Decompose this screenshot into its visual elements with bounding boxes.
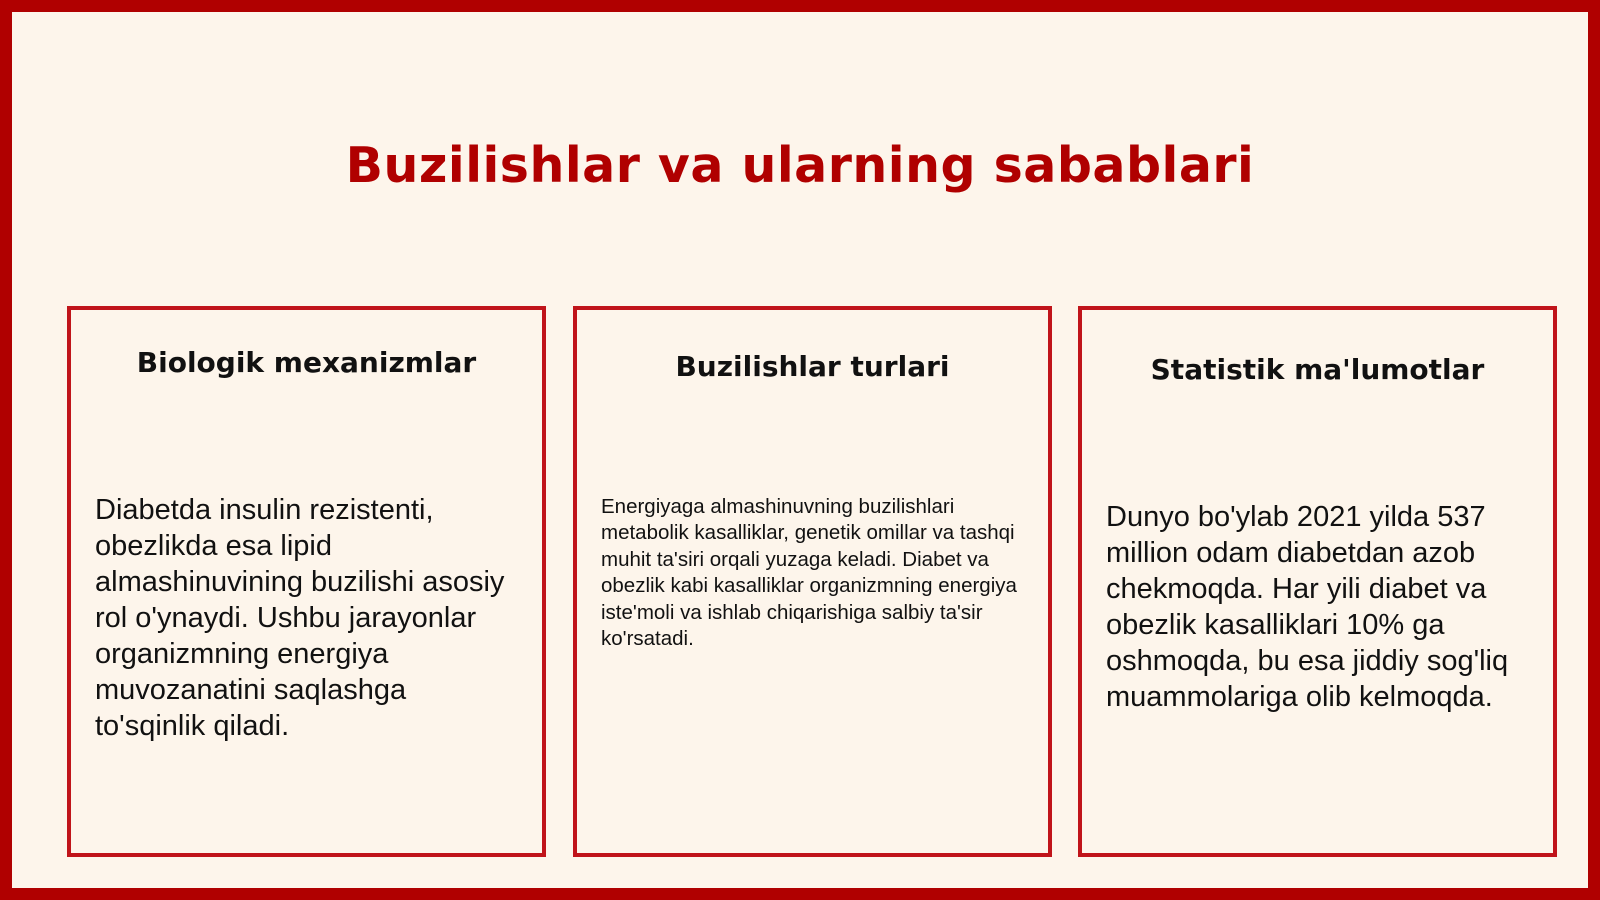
- card-body: Diabetda insulin rezistenti, obezlikda esa lipid almashinuvining buzilishi asosiy rol o'ynaydi. Ushbu jarayonlar organizmning energiya muvozanatini saqlashga to'sqinlik qiladi.: [95, 494, 505, 742]
- card-heading: Statistik ma'lumotlar: [1150, 353, 1485, 386]
- card-biologik-mexanizmlar: [67, 306, 546, 857]
- card-heading: Biologik mexanizmlar: [136, 346, 477, 379]
- card-statistik-malumotlar: [1078, 306, 1557, 857]
- card-body: Energiyaga almashinuvning buzilishlari metabolik kasalliklar, genetik omillar va tashqi muhit ta'siri orqali yuzaga keladi. Diabet va obezlik kabi kasalliklar organizmning energiya iste'moli va ishlab chiqarishiga salbiy ta'sir ko'rsatadi.: [601, 495, 1017, 651]
- slide-title: Buzilishlar va ularning sabablari: [345, 137, 1255, 194]
- card-heading: Buzilishlar turlari: [675, 350, 950, 383]
- card-body: Dunyo bo'ylab 2021 yilda 537 million odam diabetdan azob chekmoqda. Har yili diabet va obezlik kasalliklari 10% ga oshmoqda, bu esa jiddiy sog'liq muammolariga olib kelmoqda.: [1106, 501, 1509, 713]
- card-buzilishlar-turlari: [573, 306, 1052, 857]
